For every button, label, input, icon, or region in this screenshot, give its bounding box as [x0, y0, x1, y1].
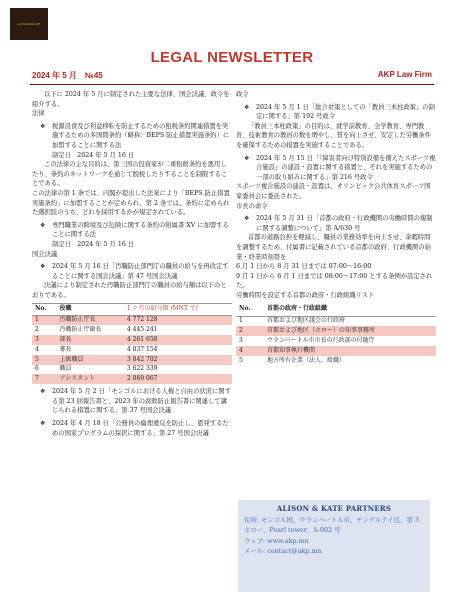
law-description: この法律の主な目的は、第三国の投資家が二重租税条約を悪用したり、条約のネットワークを通じて脱税したりすることを制限することである。 — [32, 161, 228, 188]
salary-col-title: 役職 — [57, 304, 124, 315]
law-item: ❖ 専門職業の跨境及び危険に関する条約の附属書 XV に加盟することに関する法 — [40, 221, 229, 239]
decree-item: ❖ 2024 年 5 月 15 日「『障害者向け特別設備を備えたスポーツ複合施設』の建設・設置に関する措置と、それを実施するための一部の取り組みに関する」第 216 号政令 — [244, 154, 436, 181]
decree-item: ❖ 2024 年 5 月 1 日「総合対策としての「教員三本柱政策」の制定に関する」第 192 号政令 — [244, 103, 435, 121]
newsletter-title: LEGAL NEWSLETTER — [150, 49, 314, 66]
salary-col-amount: 1 ケ月の給与額 /MNT で/ — [124, 304, 232, 315]
schedule-summer: 6 月 1 日から 8 月 31 日までは 07:00～16:00 — [236, 263, 372, 271]
law-date: 制定日 2024 年 5 月 16 日 — [52, 151, 135, 159]
table-row: 2 汚職防止庁副長 4 445 241 — [35, 326, 158, 334]
intro-text: 以下に 2024 年 5 月に制定された主要な法律、国会決議、政令を紹介する。 — [32, 91, 230, 108]
diamond-bullet-icon: ❖ — [40, 420, 46, 428]
contact-address: 住所: モンゴル国、ウランバートル市、チンゲルテイ区、第 3 ホロー、Pearl tower、A-902 号 — [244, 515, 419, 534]
resolution-heading: 国会決議 — [32, 250, 58, 258]
diamond-bullet-icon: ❖ — [244, 154, 250, 162]
table-row: 2 首都および地区（ホロー）の知事事務所 — [236, 326, 436, 336]
mayor-order-item: ❖ 2024 年 5 月 31 日「首都の政府・行政機関の労働時間の規制に関する調整について」第 A/630 号 — [244, 215, 433, 232]
contact-email[interactable]: メール: contact@akp.mn — [244, 547, 322, 555]
table-row: 5 上級職員 3 842 702 — [32, 355, 232, 365]
header-divider — [30, 84, 434, 85]
law-item: ❖ 税源浸食及び利益移転を防止するための租税条約関連措置を実施するための多国間条約（略称：BEPS 防止措置実施条約）に加盟することに関する法 — [40, 122, 230, 149]
table-row: 1 首都および地区議会の行政府 — [239, 317, 346, 325]
right-column — [236, 90, 436, 366]
law-description-2: この法律の第 1 条では、内閣が提出した法案により「BEPS 防止措置実施条約」に加盟することが定められ、第 2 条では、条約に定められた選択肢のうち、どれを採用するかが規定されている。 — [32, 189, 230, 217]
org-list-label: 労働時間を設定する首都の政府・行政組織リスト — [236, 291, 375, 299]
issue-bar — [32, 70, 432, 82]
table-row: 3 ウランバートル市市長の行政部の付随庁 — [239, 337, 375, 345]
decree-heading: 政令 — [236, 91, 249, 98]
table-row: 1 汚職防止庁長 4 772 128 — [32, 315, 232, 325]
contact-website[interactable]: ウェブ: www.akp.mn — [244, 536, 309, 545]
resolution-item: ❖ 2024 年 5 月 2 日「モンゴルにおける人権と自由の状況に関する第 23 回報告書と、2023 年の腐敗防止報告書に関連して講じられる措置に関する」第 37 号国会決議 — [40, 388, 231, 415]
diamond-bullet-icon: ❖ — [40, 122, 46, 130]
diamond-bullet-icon: ❖ — [40, 263, 46, 271]
resolution-description: 決議により制定された汚職防止部門庁の職員の給与額は以下のとおりである。 — [32, 282, 227, 299]
law-heading: 法律 — [32, 110, 45, 118]
law-date: 制定日 2024 年 5 月 16 日 — [52, 240, 135, 248]
table-row: 7 アシスタント 2 069 067 — [32, 374, 232, 384]
org-table — [236, 303, 436, 365]
org-col-no: No. — [236, 303, 264, 316]
org-col-name: 首都の政府・行政組織 — [264, 303, 436, 316]
table-row: 6 職員 3 622 339 — [35, 365, 158, 373]
firm-name: AKP Law Firm — [377, 70, 432, 79]
contact-firm-name: ALISON & KATE PARTNERS — [276, 504, 392, 513]
resolution-item: ❖ 2024 年 5 月 16 日「汚職防止部門庁の職員の給与を再改定することに関する国会決議」第 47 号国会決議 — [40, 263, 229, 280]
mayor-order-heading: 市長の命令 — [236, 202, 268, 210]
diamond-bullet-icon: ❖ — [40, 388, 46, 396]
logo-text: ALISON&KATE — [17, 22, 41, 26]
schedule-winter: 9 月 1 日から 6 月 1 日までは 08:00～17:00 とする条例が設定された。 — [236, 272, 433, 290]
table-row: 5 地方所有企業（法人、組織） — [239, 356, 346, 364]
table-row: 3 部長 4 261 658 — [32, 335, 232, 345]
mayor-order-description: 首都の道路負担を軽減し、職員の業務効率を向上させ、余暇時間を調整するため、付属書に記載されている首都の政府、行政機関の始業・終業時刻帯を — [236, 234, 431, 261]
issue-date: 2024 年 5 月 №45 — [32, 71, 103, 80]
resolution-item: ❖ 2024 年 4 月 18 日「公務員の倫理違反を防止し、恩発するための国家プログラムの採択に関する」第 27 号国会決議 — [40, 420, 229, 437]
diamond-bullet-icon: ❖ — [244, 215, 250, 223]
salary-col-no: No. — [32, 304, 57, 315]
diamond-bullet-icon: ❖ — [40, 221, 46, 229]
decree-description: スポーツ複合施設の建設・設置は、オリンピック公共体育スポーツ国家委員会に委託された。 — [236, 183, 431, 200]
table-row: 4 首都知事執行機関 — [236, 346, 436, 356]
table-row: 4 審長 4 037 154 — [35, 345, 158, 353]
decree-description: 「教員三本柱政策」の目的は、就学前教育、全学教育、専門教育、技術教育の教員の数を増やし、質を向上させ、安定した労働条件を確保するための措置を実施することである。 — [236, 122, 432, 149]
firm-logo — [10, 8, 48, 40]
salary-table — [32, 303, 232, 384]
contact-box — [238, 500, 430, 592]
diamond-bullet-icon: ❖ — [244, 103, 250, 111]
left-column — [32, 90, 232, 438]
